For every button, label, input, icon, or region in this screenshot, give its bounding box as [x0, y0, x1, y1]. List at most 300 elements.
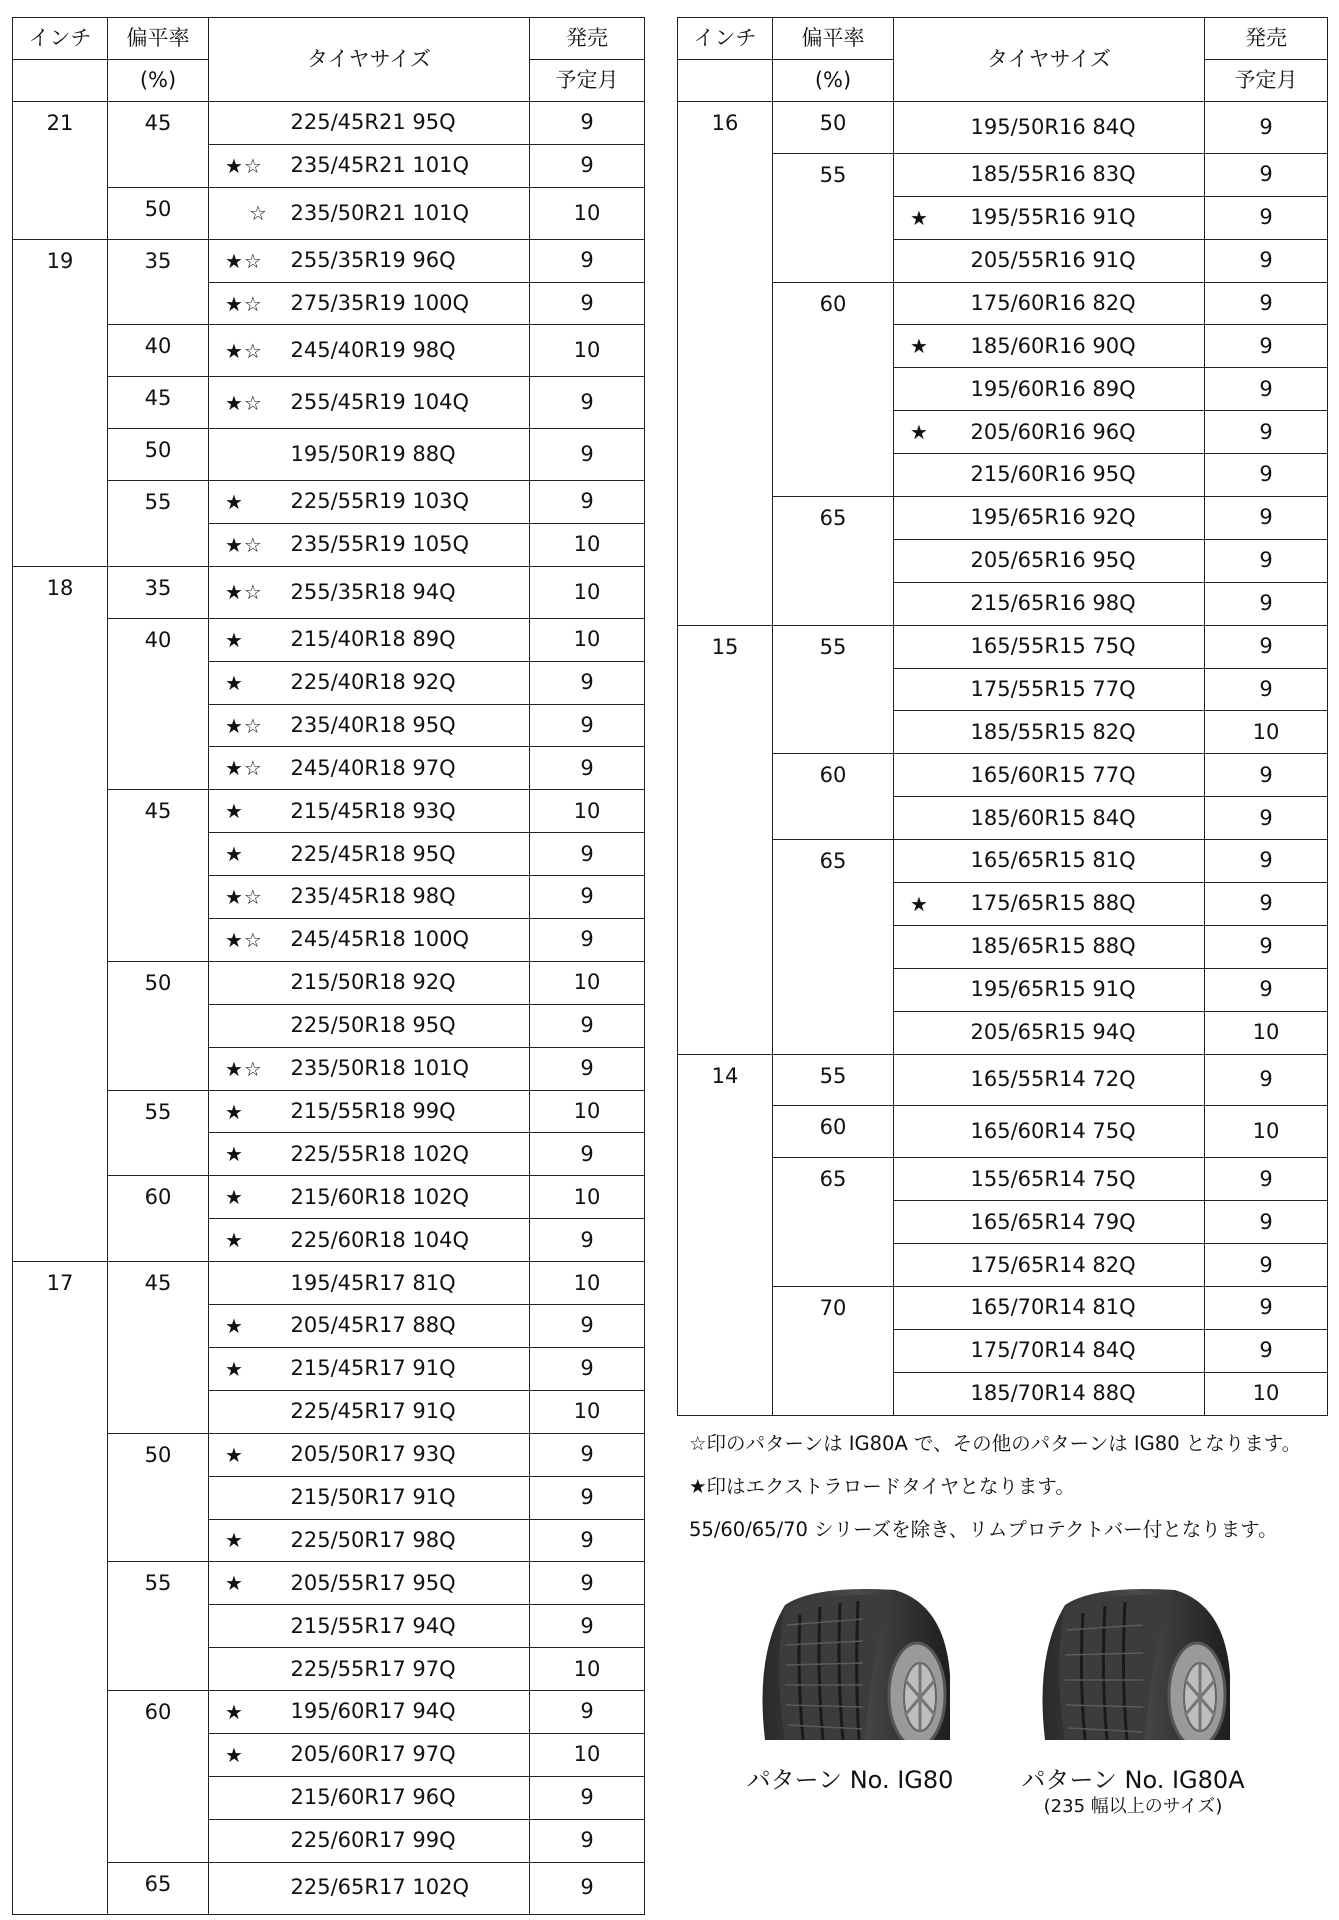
pattern-mark	[209, 1862, 289, 1914]
release-month: 9	[1205, 797, 1328, 840]
release-month: 10	[530, 790, 645, 833]
tire-ig80-image	[745, 1585, 955, 1740]
release-month: 10	[530, 1648, 645, 1691]
table-row	[678, 153, 1328, 196]
tire-size: 165/55R14 72Q	[969, 1054, 1205, 1106]
table-row	[678, 625, 1328, 668]
tire-size: 195/65R16 92Q	[969, 497, 1205, 540]
tire-size: 215/50R17 91Q	[289, 1476, 530, 1519]
pattern-mark: ★☆	[209, 144, 289, 187]
aspect-cell: 55	[108, 481, 209, 567]
table-row	[678, 497, 1328, 540]
aspect-cell: 65	[773, 1158, 894, 1287]
tire-size: 205/45R17 88Q	[289, 1305, 530, 1348]
release-month: 9	[530, 919, 645, 962]
aspect-cell: 60	[108, 1176, 209, 1262]
release-month: 10	[530, 1090, 645, 1133]
tire-size: 205/60R17 97Q	[289, 1733, 530, 1776]
release-month: 9	[530, 1691, 645, 1734]
table-row	[13, 239, 645, 282]
aspect-cell: 65	[773, 840, 894, 1054]
pattern-mark	[894, 153, 969, 196]
tire-size: 205/55R17 95Q	[289, 1562, 530, 1605]
pattern-mark	[894, 840, 969, 883]
tire-size: 225/55R18 102Q	[289, 1133, 530, 1176]
table-row	[13, 429, 645, 481]
release-month: 10	[1205, 1106, 1328, 1158]
table-row	[678, 1158, 1328, 1201]
table-row	[13, 1176, 645, 1219]
tire-size: 245/40R19 98Q	[289, 325, 530, 377]
release-month: 9	[1205, 282, 1328, 325]
pattern-mark	[209, 429, 289, 481]
table-row	[13, 566, 645, 618]
release-month: 10	[530, 961, 645, 1004]
tire-size: 155/65R14 75Q	[969, 1158, 1205, 1201]
table-row	[678, 102, 1328, 154]
tire-size: 215/60R16 95Q	[969, 454, 1205, 497]
pattern-mark: ★	[209, 790, 289, 833]
tire-size: 165/60R15 77Q	[969, 754, 1205, 797]
table-row	[13, 1562, 645, 1605]
table-row	[13, 187, 645, 239]
tire-size: 195/55R16 91Q	[969, 196, 1205, 239]
release-month: 9	[530, 747, 645, 790]
pattern-mark: ★	[209, 1305, 289, 1348]
header-aspect: 偏平率	[773, 18, 894, 60]
pattern-mark: ★☆	[209, 325, 289, 377]
tire-size: 225/55R17 97Q	[289, 1648, 530, 1691]
table-row	[13, 1090, 645, 1133]
pattern-mark	[894, 797, 969, 840]
release-month: 9	[1205, 840, 1328, 883]
inch-cell: 18	[13, 566, 108, 1261]
inch-cell: 17	[13, 1262, 108, 1914]
aspect-cell: 40	[108, 618, 209, 790]
aspect-cell: 50	[108, 429, 209, 481]
tire-size: 235/55R19 105Q	[289, 524, 530, 567]
release-month: 10	[530, 1390, 645, 1433]
tire-size: 235/45R21 101Q	[289, 144, 530, 187]
pattern-mark	[894, 1329, 969, 1372]
pattern-mark: ★☆	[209, 377, 289, 429]
pattern-mark	[894, 239, 969, 282]
pattern-mark: ★	[209, 1176, 289, 1219]
aspect-cell: 70	[773, 1287, 894, 1416]
table-row	[678, 1287, 1328, 1330]
tire-size: 225/50R18 95Q	[289, 1004, 530, 1047]
tire-size: 275/35R19 100Q	[289, 282, 530, 325]
tire-size: 195/50R19 88Q	[289, 429, 530, 481]
pattern-mark: ★	[209, 1733, 289, 1776]
release-month: 9	[1205, 411, 1328, 454]
tire-size: 165/70R14 81Q	[969, 1287, 1205, 1330]
release-month: 9	[1205, 754, 1328, 797]
pattern-mark	[894, 497, 969, 540]
release-month: 9	[530, 1605, 645, 1648]
release-month: 9	[530, 1819, 645, 1862]
pattern-mark: ★	[209, 1519, 289, 1562]
tire-size-table-right	[677, 17, 1328, 1416]
header-release: 発売	[1205, 18, 1328, 60]
pattern-mark	[894, 711, 969, 754]
pattern-mark: ★	[209, 618, 289, 661]
pattern-mark	[894, 625, 969, 668]
aspect-cell: 50	[108, 1433, 209, 1562]
tire-size: 215/60R18 102Q	[289, 1176, 530, 1219]
aspect-cell: 50	[773, 102, 894, 154]
release-month: 9	[1205, 239, 1328, 282]
pattern-mark: ☆	[209, 187, 289, 239]
header-release-month: 予定月	[530, 60, 645, 102]
pattern-mark	[894, 582, 969, 625]
release-month: 9	[530, 1305, 645, 1348]
tire-size: 255/35R18 94Q	[289, 566, 530, 618]
release-month: 9	[1205, 1158, 1328, 1201]
tire-size: 235/50R18 101Q	[289, 1047, 530, 1090]
aspect-cell: 55	[108, 1562, 209, 1691]
tire-size: 205/55R16 91Q	[969, 239, 1205, 282]
inch-cell: 16	[678, 102, 773, 626]
tire-size: 225/65R17 102Q	[289, 1862, 530, 1914]
tire-ig80a-image	[1025, 1585, 1235, 1740]
release-month: 9	[530, 876, 645, 919]
pattern-mark	[894, 539, 969, 582]
tire-size: 165/60R14 75Q	[969, 1106, 1205, 1158]
header-aspect-unit: (%)	[773, 60, 894, 102]
caption-ig80a-sub: (235 幅以上のサイズ)	[1043, 1796, 1223, 1817]
tire-size: 215/60R17 96Q	[289, 1776, 530, 1819]
release-month: 9	[1205, 102, 1328, 154]
tire-size: 235/50R21 101Q	[289, 187, 530, 239]
tire-size: 175/65R14 82Q	[969, 1244, 1205, 1287]
tire-size: 185/55R16 83Q	[969, 153, 1205, 196]
aspect-cell: 40	[108, 325, 209, 377]
pattern-mark	[894, 1372, 969, 1415]
pattern-mark	[209, 1605, 289, 1648]
notes	[689, 1422, 1329, 1551]
release-month: 10	[530, 1733, 645, 1776]
inch-cell: 15	[678, 625, 773, 1054]
tire-size: 185/55R15 82Q	[969, 711, 1205, 754]
aspect-cell: 65	[108, 1862, 209, 1914]
release-month: 9	[530, 102, 645, 145]
tire-size: 235/40R18 95Q	[289, 704, 530, 747]
release-month: 9	[530, 429, 645, 481]
release-month: 9	[1205, 1054, 1328, 1106]
pattern-mark	[894, 1106, 969, 1158]
pattern-mark	[209, 1262, 289, 1305]
table-body	[13, 102, 645, 1915]
pattern-mark	[209, 1776, 289, 1819]
release-month: 9	[1205, 539, 1328, 582]
pattern-mark: ★☆	[209, 1047, 289, 1090]
tire-size: 185/60R15 84Q	[969, 797, 1205, 840]
header-inch: インチ	[678, 18, 773, 60]
release-month: 10	[530, 566, 645, 618]
release-month: 9	[530, 704, 645, 747]
tire-size: 215/45R17 91Q	[289, 1347, 530, 1390]
tire-size: 165/65R15 81Q	[969, 840, 1205, 883]
aspect-cell: 60	[108, 1691, 209, 1863]
aspect-cell: 60	[773, 754, 894, 840]
tire-size: 215/55R18 99Q	[289, 1090, 530, 1133]
release-month: 9	[1205, 368, 1328, 411]
release-month: 9	[530, 833, 645, 876]
tire-size: 185/70R14 88Q	[969, 1372, 1205, 1415]
release-month: 9	[1205, 968, 1328, 1011]
release-month: 9	[530, 661, 645, 704]
inch-cell: 19	[13, 239, 108, 566]
tire-size: 195/45R17 81Q	[289, 1262, 530, 1305]
release-month: 10	[530, 618, 645, 661]
tire-size-table-left	[12, 17, 645, 1915]
tire-size: 175/70R14 84Q	[969, 1329, 1205, 1372]
pattern-mark	[894, 1054, 969, 1106]
table-row	[13, 618, 645, 661]
release-month: 9	[530, 1133, 645, 1176]
pattern-mark	[894, 454, 969, 497]
caption-ig80: パターン No. IG80	[746, 1766, 954, 1794]
note-rim-protect: 55/60/65/70 シリーズを除き、リムプロテクトバー付となります。	[689, 1518, 1278, 1541]
tire-size: 165/55R15 75Q	[969, 625, 1205, 668]
table-row	[13, 102, 645, 145]
release-month: 10	[530, 325, 645, 377]
release-month: 9	[1205, 1244, 1328, 1287]
pattern-mark	[894, 925, 969, 968]
note-extra-load: ★印はエクストラロードタイヤとなります。	[689, 1475, 1075, 1498]
release-month: 9	[1205, 1287, 1328, 1330]
tire-size: 185/65R15 88Q	[969, 925, 1205, 968]
release-month: 9	[1205, 625, 1328, 668]
pattern-mark	[894, 754, 969, 797]
release-month: 9	[530, 1347, 645, 1390]
tire-size: 215/65R16 98Q	[969, 582, 1205, 625]
release-month: 9	[530, 1047, 645, 1090]
table-row	[13, 1691, 645, 1734]
table-row	[13, 481, 645, 524]
pattern-mark: ★	[894, 196, 969, 239]
release-month: 9	[1205, 325, 1328, 368]
release-month: 10	[530, 524, 645, 567]
table-header	[13, 18, 645, 102]
aspect-cell: 50	[108, 187, 209, 239]
pattern-mark	[894, 282, 969, 325]
tire-size: 255/45R19 104Q	[289, 377, 530, 429]
table-row	[678, 840, 1328, 883]
tire-size: 195/50R16 84Q	[969, 102, 1205, 154]
release-month: 9	[530, 282, 645, 325]
tire-size: 165/65R14 79Q	[969, 1201, 1205, 1244]
header-aspect: 偏平率	[108, 18, 209, 60]
tire-size: 175/60R16 82Q	[969, 282, 1205, 325]
tire-size: 225/50R17 98Q	[289, 1519, 530, 1562]
pattern-mark: ★☆	[209, 876, 289, 919]
release-month: 9	[530, 1519, 645, 1562]
pattern-mark: ★	[209, 833, 289, 876]
tire-size: 225/45R21 95Q	[289, 102, 530, 145]
table-row	[13, 1862, 645, 1914]
tire-size: 195/60R17 94Q	[289, 1691, 530, 1734]
header-aspect-unit: (%)	[108, 60, 209, 102]
tire-size: 235/45R18 98Q	[289, 876, 530, 919]
aspect-cell: 55	[773, 153, 894, 282]
aspect-cell: 45	[108, 790, 209, 962]
pattern-mark: ★	[209, 481, 289, 524]
header-tire-size: タイヤサイズ	[894, 18, 1205, 102]
header-release-month: 予定月	[1205, 60, 1328, 102]
tire-size: 245/40R18 97Q	[289, 747, 530, 790]
aspect-cell: 55	[773, 1054, 894, 1106]
pattern-mark: ★☆	[209, 566, 289, 618]
release-month: 9	[1205, 153, 1328, 196]
tire-size: 205/65R16 95Q	[969, 539, 1205, 582]
release-month: 9	[1205, 497, 1328, 540]
release-month: 9	[1205, 1201, 1328, 1244]
pattern-mark	[209, 1390, 289, 1433]
caption-ig80a: パターン No. IG80A	[1021, 1766, 1245, 1794]
tire-size: 225/60R18 104Q	[289, 1219, 530, 1262]
table-row	[678, 754, 1328, 797]
tire-size: 225/45R17 91Q	[289, 1390, 530, 1433]
tire-size: 205/65R15 94Q	[969, 1011, 1205, 1054]
release-month: 9	[1205, 454, 1328, 497]
pattern-mark: ★	[209, 1691, 289, 1734]
release-month: 9	[530, 1433, 645, 1476]
pattern-mark: ★	[209, 1133, 289, 1176]
pattern-mark	[209, 1819, 289, 1862]
tire-size: 215/50R18 92Q	[289, 961, 530, 1004]
tire-size: 205/60R16 96Q	[969, 411, 1205, 454]
release-month: 10	[1205, 711, 1328, 754]
table-row	[13, 325, 645, 377]
aspect-cell: 55	[108, 1090, 209, 1176]
inch-cell: 21	[13, 102, 108, 240]
header-release: 発売	[530, 18, 645, 60]
release-month: 9	[1205, 668, 1328, 711]
pattern-mark	[894, 1244, 969, 1287]
pattern-mark	[209, 961, 289, 1004]
release-month: 9	[1205, 582, 1328, 625]
release-month: 9	[530, 1476, 645, 1519]
pattern-mark: ★	[894, 325, 969, 368]
pattern-mark: ★	[209, 1219, 289, 1262]
pattern-mark	[209, 102, 289, 145]
aspect-cell: 55	[773, 625, 894, 754]
release-month: 9	[1205, 1329, 1328, 1372]
table-row	[13, 961, 645, 1004]
release-month: 9	[1205, 883, 1328, 926]
tire-size: 185/60R16 90Q	[969, 325, 1205, 368]
pattern-mark: ★☆	[209, 239, 289, 282]
tire-size: 175/65R15 88Q	[969, 883, 1205, 926]
tire-size: 245/45R18 100Q	[289, 919, 530, 962]
pattern-mark: ★☆	[209, 919, 289, 962]
pattern-mark: ★☆	[209, 282, 289, 325]
pattern-mark: ★	[209, 1562, 289, 1605]
tire-size: 195/60R16 89Q	[969, 368, 1205, 411]
tire-size: 225/45R18 95Q	[289, 833, 530, 876]
aspect-cell: 50	[108, 961, 209, 1090]
release-month: 9	[530, 144, 645, 187]
table-body	[678, 102, 1328, 1416]
header-inch-blank	[678, 60, 773, 102]
release-month: 9	[530, 1862, 645, 1914]
release-month: 9	[1205, 925, 1328, 968]
pattern-mark	[894, 1201, 969, 1244]
release-month: 9	[530, 1776, 645, 1819]
pattern-mark	[894, 1158, 969, 1201]
inch-cell: 14	[678, 1054, 773, 1415]
tire-size: 215/45R18 93Q	[289, 790, 530, 833]
pattern-mark: ★	[894, 411, 969, 454]
header-tire-size: タイヤサイズ	[209, 18, 530, 102]
pattern-mark	[894, 368, 969, 411]
table-row	[13, 377, 645, 429]
table-row	[678, 1106, 1328, 1158]
header-inch: インチ	[13, 18, 108, 60]
pattern-mark	[209, 1004, 289, 1047]
table-row	[678, 282, 1328, 325]
tire-size: 215/40R18 89Q	[289, 618, 530, 661]
aspect-cell: 35	[108, 239, 209, 325]
tire-size: 205/50R17 93Q	[289, 1433, 530, 1476]
tire-size: 195/65R15 91Q	[969, 968, 1205, 1011]
pattern-mark: ★☆	[209, 524, 289, 567]
release-month: 10	[530, 1176, 645, 1219]
pattern-mark: ★	[209, 1433, 289, 1476]
pattern-mark	[209, 1476, 289, 1519]
table-row	[13, 1433, 645, 1476]
release-month: 10	[1205, 1372, 1328, 1415]
pattern-mark: ★☆	[209, 747, 289, 790]
release-month: 9	[1205, 196, 1328, 239]
pattern-mark: ★	[209, 661, 289, 704]
pattern-mark	[894, 668, 969, 711]
aspect-cell: 65	[773, 497, 894, 626]
aspect-cell: 45	[108, 102, 209, 188]
pattern-mark	[894, 968, 969, 1011]
header-inch-blank	[13, 60, 108, 102]
pattern-mark	[209, 1648, 289, 1691]
release-month: 9	[530, 377, 645, 429]
pattern-mark: ★	[209, 1090, 289, 1133]
note-ig80a: ☆印のパターンは IG80A で、その他のパターンは IG80 となります。	[689, 1432, 1302, 1455]
tire-size: 215/55R17 94Q	[289, 1605, 530, 1648]
table-row	[13, 790, 645, 833]
aspect-cell: 60	[773, 282, 894, 496]
release-month: 10	[1205, 1011, 1328, 1054]
pattern-mark: ★	[894, 883, 969, 926]
tire-size: 225/60R17 99Q	[289, 1819, 530, 1862]
pattern-mark: ★	[209, 1347, 289, 1390]
aspect-cell: 60	[773, 1106, 894, 1158]
tire-size: 225/40R18 92Q	[289, 661, 530, 704]
tire-size: 225/55R19 103Q	[289, 481, 530, 524]
release-month: 9	[530, 1004, 645, 1047]
tire-size: 255/35R19 96Q	[289, 239, 530, 282]
release-month: 10	[530, 187, 645, 239]
pattern-mark: ★☆	[209, 704, 289, 747]
aspect-cell: 35	[108, 566, 209, 618]
tire-size: 175/55R15 77Q	[969, 668, 1205, 711]
aspect-cell: 45	[108, 377, 209, 429]
release-month: 9	[530, 239, 645, 282]
release-month: 9	[530, 1562, 645, 1605]
release-month: 9	[530, 481, 645, 524]
pattern-mark	[894, 102, 969, 154]
table-row	[13, 1262, 645, 1305]
